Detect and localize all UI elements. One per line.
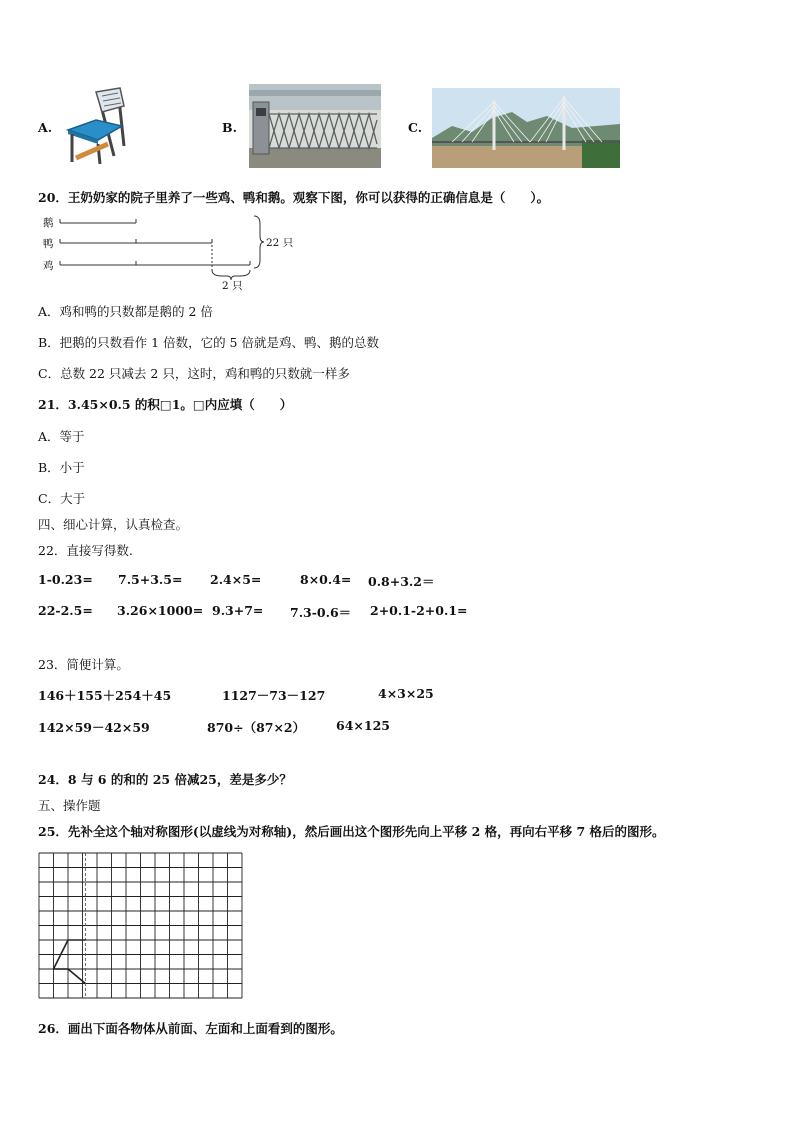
calc-item: 1127－73－127 <box>222 688 326 703</box>
q21-stem: 21．3.45×0.5 的积□1。□内应填（ ） <box>38 397 293 412</box>
q20-stem: 20．王奶奶家的院子里养了一些鸡、鸭和鹅。观察下图，你可以获得的正确信息是（ ）。 <box>38 190 550 205</box>
diagram-total-label: 22 只 <box>266 237 294 249</box>
q21-option-c: C．大于 <box>38 491 86 506</box>
diagram-row-chicken: 鸡 <box>43 260 54 272</box>
section-4-heading: 四、细心计算，认真检查。 <box>38 517 189 532</box>
q24-stem: 24．8 与 6 的和的 25 倍减25，差是多少？ <box>38 772 292 787</box>
calc-item: 3.26×1000= <box>117 603 204 618</box>
calc-item: 146＋155＋254＋45 <box>38 688 172 703</box>
q21-option-a: A．等于 <box>38 429 85 444</box>
calc-item: 7.3-0.6＝ <box>290 605 352 620</box>
chair-image <box>62 86 130 166</box>
calc-item: 1-0.23= <box>38 572 93 587</box>
calc-item: 22-2.5= <box>38 603 93 618</box>
diagram-row-goose: 鹅 <box>43 217 54 229</box>
q25-stem: 25．先补全这个轴对称图形(以虚线为对称轴)，然后画出这个图形先向上平移 2 格，再向右平移 7 格后的图形。 <box>38 824 665 839</box>
q23-stem: 23．简便计算。 <box>38 657 129 672</box>
q20-option-c: C．总数 22 只减去 2 只，这时，鸡和鸭的只数就一样多 <box>38 366 350 381</box>
q26-stem: 26．画出下面各物体从前面、左面和上面看到的图形。 <box>38 1021 343 1036</box>
q20-option-b: B．把鹅的只数看作 1 倍数，它的 5 倍就是鸡、鸭、鹅的总数 <box>38 335 379 350</box>
q20-line-diagram <box>36 208 306 292</box>
calc-item: 0.8+3.2＝ <box>368 574 435 589</box>
calc-item: 2+0.1-2+0.1= <box>370 603 468 618</box>
q25-grid <box>38 852 244 1002</box>
option-b-letter: B. <box>222 120 237 135</box>
retractable-gate-image <box>249 84 381 168</box>
calc-item: 142×59－42×59 <box>38 720 150 735</box>
diagram-extra-label: 2 只 <box>222 280 243 292</box>
calc-item: 7.5+3.5= <box>118 572 183 587</box>
q20-option-a: A．鸡和鸭的只数都是鹅的 2 倍 <box>38 304 213 319</box>
section-5-heading: 五、操作题 <box>38 798 101 813</box>
calc-item: 870÷（87×2） <box>207 720 306 735</box>
q21-option-b: B．小于 <box>38 460 85 475</box>
option-c-letter: C. <box>408 120 423 135</box>
calc-item: 4×3×25 <box>378 686 434 701</box>
calc-item: 8×0.4= <box>300 572 352 587</box>
option-a-letter: A. <box>38 120 53 135</box>
q22-stem: 22．直接写得数. <box>38 543 133 558</box>
calc-item: 9.3+7= <box>212 603 264 618</box>
diagram-row-duck: 鸭 <box>43 238 54 250</box>
calc-item: 2.4×5= <box>210 572 262 587</box>
calc-item: 64×125 <box>336 718 390 733</box>
bridge-image <box>432 88 620 168</box>
